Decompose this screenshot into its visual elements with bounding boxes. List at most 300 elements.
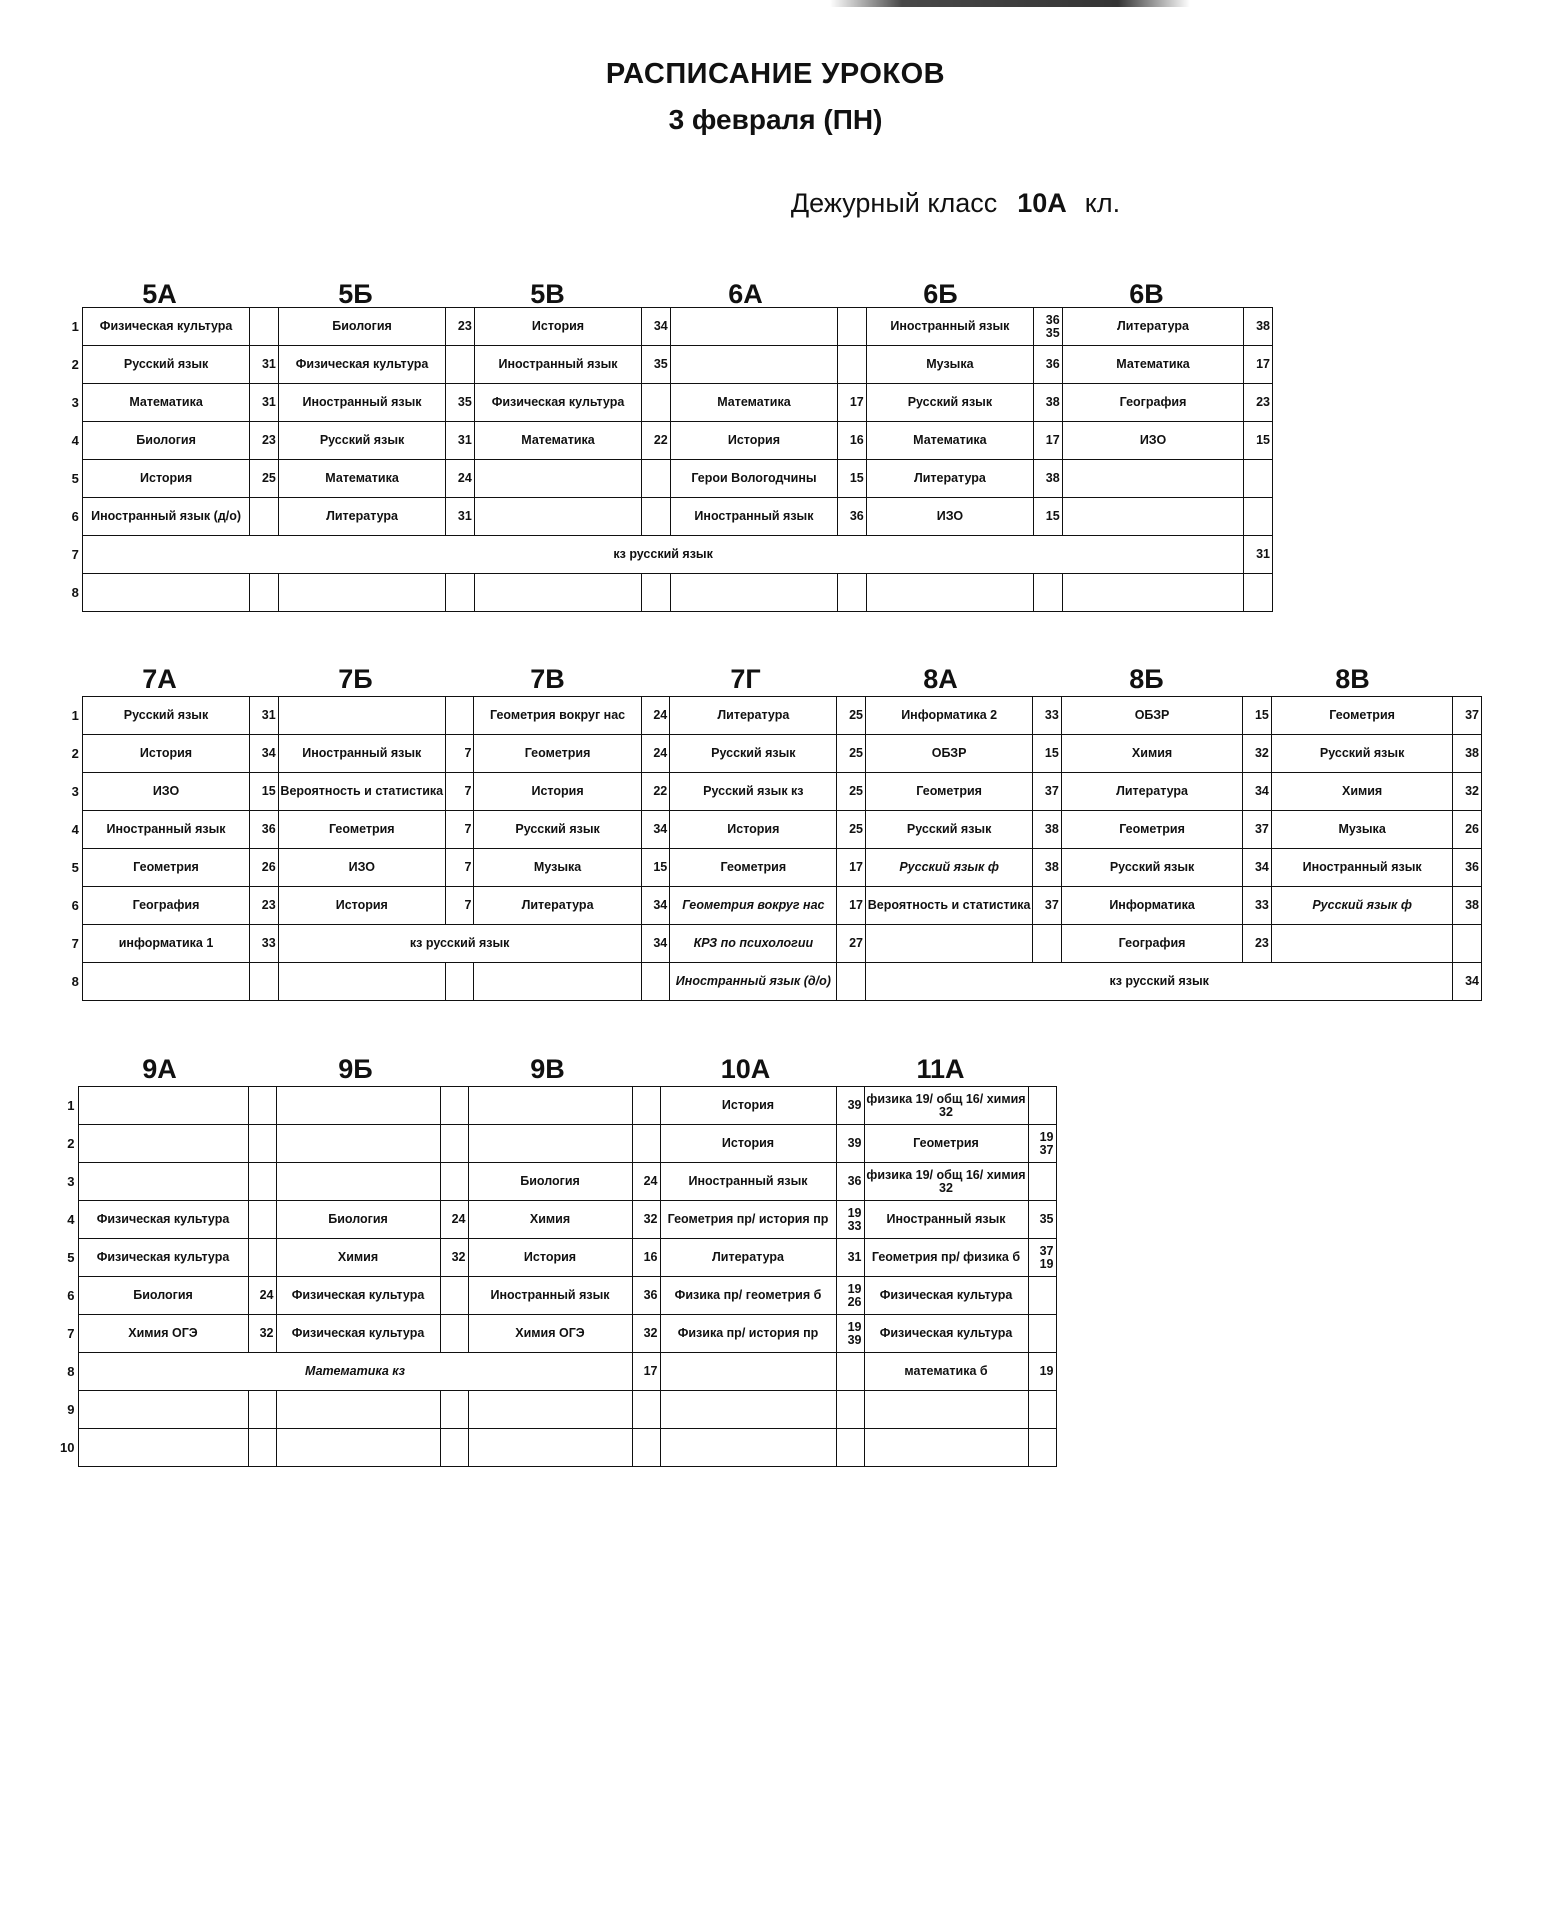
lesson-number: 8 — [71, 974, 79, 989]
span-cell: кз русский язык — [82, 536, 1243, 574]
span-cell: Математика кз — [78, 1353, 632, 1391]
schedule-table-7-8 — [62, 696, 1482, 1001]
room-cell — [642, 498, 671, 536]
lesson-number: 1 — [71, 708, 79, 723]
subject-cell: История — [660, 1087, 836, 1125]
lesson-number: 7 — [71, 936, 79, 951]
schedule-date: 3 февраля (ПН) — [668, 104, 883, 135]
subject-cell: Химия — [1271, 773, 1453, 811]
room-cell: 36 — [836, 1163, 864, 1201]
lesson-number: 1 — [71, 319, 79, 334]
room-cell — [642, 574, 671, 612]
room-cell — [642, 460, 671, 498]
room-cell: 15 — [641, 849, 670, 887]
subject-cell — [866, 925, 1033, 963]
lesson-row — [62, 384, 1273, 422]
lesson-row — [62, 498, 1273, 536]
subject-cell: Геометрия — [864, 1125, 1028, 1163]
room-cell: 35 — [642, 346, 671, 384]
subject-cell: Химия — [1061, 735, 1243, 773]
subject-cell: Биология — [82, 422, 249, 460]
room-cell — [1453, 925, 1482, 963]
lesson-row — [56, 1277, 1056, 1315]
subject-cell: Музыка — [1271, 811, 1453, 849]
room-cell — [1244, 574, 1273, 612]
subject-cell — [276, 1429, 440, 1467]
room-cell: 24 — [446, 460, 475, 498]
duty-class: 10А — [1017, 188, 1067, 218]
subject-cell: Физическая культура — [276, 1277, 440, 1315]
room-cell — [632, 1125, 660, 1163]
subject-cell: Биология — [468, 1163, 632, 1201]
subject-cell: Физическая культура — [276, 1315, 440, 1353]
subject-cell: Музыка — [866, 346, 1033, 384]
lesson-row — [62, 887, 1482, 925]
subject-cell: Иностранный язык — [1271, 849, 1453, 887]
subject-cell: физика 19/ общ 16/ химия 32 — [864, 1163, 1028, 1201]
subject-cell — [468, 1087, 632, 1125]
subject-cell: Иностранный язык (д/о) — [82, 498, 249, 536]
subject-cell — [474, 498, 641, 536]
room-cell: 22 — [642, 422, 671, 460]
subject-cell: Русский язык — [82, 697, 249, 735]
class-header-11a: 11А — [916, 1054, 965, 1084]
subject-cell — [660, 1353, 836, 1391]
subject-cell: Иностранный язык — [866, 308, 1033, 346]
subject-cell — [1062, 498, 1244, 536]
subject-cell — [474, 460, 641, 498]
lesson-number: 6 — [71, 898, 79, 913]
lesson-row — [56, 1163, 1056, 1201]
subject-cell: Математика — [1062, 346, 1244, 384]
subject-cell: Геометрия — [670, 849, 837, 887]
subject-cell: Русский язык — [866, 811, 1033, 849]
room-cell — [440, 1163, 468, 1201]
lesson-row — [56, 1125, 1056, 1163]
lesson-row — [62, 849, 1482, 887]
subject-cell: Геометрия — [474, 735, 641, 773]
subject-cell: География — [82, 887, 249, 925]
subject-cell: История — [474, 773, 641, 811]
lesson-number: 10 — [60, 1440, 75, 1455]
lesson-row — [56, 1353, 1056, 1391]
subject-cell — [864, 1391, 1028, 1429]
room-cell: 23 — [250, 422, 279, 460]
subject-cell: Иностранный язык — [82, 811, 249, 849]
room-cell: 32 — [632, 1201, 660, 1239]
class-header-5v: 5В — [530, 279, 565, 309]
room-cell: 19 37 — [1028, 1125, 1056, 1163]
lesson-number: 3 — [67, 1174, 75, 1189]
subject-cell — [468, 1125, 632, 1163]
scan-edge-shadow — [830, 0, 1190, 7]
room-cell — [250, 498, 279, 536]
subject-cell: Информатика 2 — [866, 697, 1033, 735]
subject-cell — [276, 1163, 440, 1201]
room-cell — [248, 1201, 276, 1239]
room-cell — [446, 574, 475, 612]
subject-cell — [474, 963, 641, 1001]
room-cell: 32 — [1243, 735, 1272, 773]
subject-cell — [468, 1391, 632, 1429]
subject-cell: Иностранный язык — [474, 346, 641, 384]
subject-cell: История — [474, 308, 641, 346]
subject-cell: Геометрия — [1061, 811, 1243, 849]
room-cell: 37 — [1453, 697, 1482, 735]
subject-cell: Геометрия пр/ история пр — [660, 1201, 836, 1239]
room-cell: 38 — [1033, 849, 1062, 887]
room-cell — [1028, 1429, 1056, 1467]
subject-cell — [78, 1429, 248, 1467]
room-cell: 34 — [250, 735, 279, 773]
room-cell — [641, 963, 670, 1001]
subject-cell: Иностранный язык — [468, 1277, 632, 1315]
duty-suffix: кл. — [1084, 188, 1121, 218]
subject-cell: Русский язык ф — [866, 849, 1033, 887]
subject-cell: Биология — [78, 1277, 248, 1315]
room-cell: 38 — [1033, 811, 1062, 849]
subject-cell: История — [660, 1125, 836, 1163]
lesson-number: 4 — [71, 822, 79, 837]
duty-class-line — [180, 188, 1551, 219]
class-header-6b: 6Б — [923, 279, 958, 309]
subject-cell — [660, 1391, 836, 1429]
subject-cell: Геометрия вокруг нас — [474, 697, 641, 735]
room-cell: 25 — [837, 773, 866, 811]
subject-cell: Литература — [474, 887, 641, 925]
room-cell: 35 — [1028, 1201, 1056, 1239]
subject-cell — [670, 346, 837, 384]
lesson-number: 2 — [71, 357, 79, 372]
room-cell: 26 — [250, 849, 279, 887]
lesson-row — [56, 1201, 1056, 1239]
room-cell: 25 — [837, 811, 866, 849]
room-cell — [440, 1087, 468, 1125]
subject-cell: Вероятность и статистика — [866, 887, 1033, 925]
class-header-5a: 5А — [142, 279, 177, 309]
subject-cell: Литература — [660, 1239, 836, 1277]
room-cell: 31 — [250, 346, 279, 384]
subject-cell: информатика 1 — [82, 925, 249, 963]
lesson-row — [62, 697, 1482, 735]
room-cell: 17 — [838, 384, 867, 422]
page-title: РАСПИСАНИЕ УРОКОВ — [605, 58, 946, 90]
room-cell — [248, 1125, 276, 1163]
subject-cell: История — [82, 460, 249, 498]
lesson-number: 2 — [71, 746, 79, 761]
schedule-table-5-6 — [62, 307, 1273, 612]
subject-cell: История — [278, 887, 445, 925]
subject-cell: Физическая культура — [82, 308, 249, 346]
room-cell: 17 — [1034, 422, 1063, 460]
room-cell: 38 — [1244, 308, 1273, 346]
lesson-number: 7 — [67, 1326, 75, 1341]
room-cell: 34 — [1243, 773, 1272, 811]
subject-cell — [1062, 574, 1244, 612]
room-cell — [440, 1277, 468, 1315]
room-cell: 7 — [445, 735, 474, 773]
subject-cell: Иностранный язык — [278, 735, 445, 773]
subject-cell: Биология — [278, 308, 445, 346]
subject-cell: Геометрия — [866, 773, 1033, 811]
room-cell: 34 — [641, 925, 670, 963]
room-cell: 27 — [837, 925, 866, 963]
room-cell: 24 — [440, 1201, 468, 1239]
room-cell — [1028, 1315, 1056, 1353]
subject-cell — [1271, 925, 1453, 963]
subject-cell: География — [1061, 925, 1243, 963]
lesson-row — [62, 811, 1482, 849]
lesson-row — [62, 422, 1273, 460]
subject-cell: Русский язык ф — [1271, 887, 1453, 925]
subject-cell: ИЗО — [278, 849, 445, 887]
subject-cell: ИЗО — [1062, 422, 1244, 460]
subject-cell: Вероятность и статистика — [278, 773, 445, 811]
subject-cell — [276, 1125, 440, 1163]
lesson-number: 6 — [67, 1288, 75, 1303]
room-cell: 24 — [641, 735, 670, 773]
room-cell: 36 35 — [1034, 308, 1063, 346]
class-header-6a: 6А — [728, 279, 763, 309]
subject-cell — [82, 574, 249, 612]
room-cell: 38 — [1453, 735, 1482, 773]
room-cell: 15 — [1034, 498, 1063, 536]
room-cell — [1028, 1163, 1056, 1201]
subject-cell — [276, 1087, 440, 1125]
room-cell — [1028, 1277, 1056, 1315]
subject-cell: Литература — [278, 498, 445, 536]
room-cell: 31 — [250, 697, 279, 735]
room-cell — [837, 963, 866, 1001]
subject-cell: Химия ОГЭ — [78, 1315, 248, 1353]
room-cell: 25 — [837, 735, 866, 773]
subject-cell: ИЗО — [866, 498, 1033, 536]
subject-cell: Литература — [670, 697, 837, 735]
subject-cell: Физическая культура — [864, 1277, 1028, 1315]
subject-cell: История — [670, 422, 837, 460]
lesson-number: 5 — [71, 471, 79, 486]
room-cell: 17 — [632, 1353, 660, 1391]
subject-cell: ОБЗР — [866, 735, 1033, 773]
room-cell — [836, 1353, 864, 1391]
room-cell: 34 — [641, 811, 670, 849]
room-cell: 36 — [1034, 346, 1063, 384]
room-cell — [250, 574, 279, 612]
room-cell — [1244, 498, 1273, 536]
room-cell — [1244, 460, 1273, 498]
room-cell — [1034, 574, 1063, 612]
room-cell: 24 — [248, 1277, 276, 1315]
subject-cell: История — [468, 1239, 632, 1277]
room-cell — [248, 1163, 276, 1201]
subject-cell: Химия ОГЭ — [468, 1315, 632, 1353]
room-cell: 33 — [250, 925, 279, 963]
lesson-number: 9 — [67, 1402, 75, 1417]
subject-cell — [660, 1429, 836, 1467]
subject-cell: Литература — [1061, 773, 1243, 811]
subject-cell — [278, 963, 445, 1001]
subject-cell: Физика пр/ геометрия б — [660, 1277, 836, 1315]
room-cell — [836, 1429, 864, 1467]
room-cell: 15 — [1244, 422, 1273, 460]
room-cell: 39 — [836, 1125, 864, 1163]
lesson-row — [56, 1429, 1056, 1467]
subject-cell: Герои Вологодчины — [670, 460, 837, 498]
room-cell: 16 — [838, 422, 867, 460]
room-cell: 17 — [837, 849, 866, 887]
subject-cell: Физическая культура — [278, 346, 445, 384]
subject-cell: Геометрия — [1271, 697, 1453, 735]
lesson-row — [62, 308, 1273, 346]
room-cell: 17 — [1244, 346, 1273, 384]
subject-cell: Физическая культура — [78, 1239, 248, 1277]
room-cell: 36 — [632, 1277, 660, 1315]
lesson-row — [62, 460, 1273, 498]
room-cell: 33 — [1033, 697, 1062, 735]
room-cell: 36 — [1453, 849, 1482, 887]
lesson-row — [56, 1315, 1056, 1353]
subject-cell: Информатика — [1061, 887, 1243, 925]
room-cell — [248, 1429, 276, 1467]
subject-cell: Физическая культура — [474, 384, 641, 422]
room-cell: 7 — [445, 811, 474, 849]
room-cell: 38 — [1453, 887, 1482, 925]
lesson-number: 4 — [67, 1212, 75, 1227]
room-cell — [446, 346, 475, 384]
class-header-8v: 8В — [1335, 664, 1370, 694]
subject-cell: Физическая культура — [78, 1201, 248, 1239]
subject-cell: Русский язык — [670, 735, 837, 773]
subject-cell: Иностранный язык — [864, 1201, 1028, 1239]
subject-cell: Музыка — [474, 849, 641, 887]
subject-cell: Русский язык кз — [670, 773, 837, 811]
room-cell: 16 — [632, 1239, 660, 1277]
room-cell — [1028, 1087, 1056, 1125]
subject-cell: КРЗ по психологии — [670, 925, 837, 963]
room-cell: 7 — [445, 773, 474, 811]
class-header-8a: 8А — [923, 664, 958, 694]
subject-cell — [278, 574, 445, 612]
span-cell: кз русский язык — [278, 925, 641, 963]
room-cell: 32 — [248, 1315, 276, 1353]
room-cell: 31 — [836, 1239, 864, 1277]
lesson-row — [56, 1239, 1056, 1277]
class-header-10a: 10А — [720, 1054, 771, 1084]
subject-cell — [82, 963, 249, 1001]
room-cell: 32 — [440, 1239, 468, 1277]
room-cell: 19 33 — [836, 1201, 864, 1239]
room-cell — [440, 1125, 468, 1163]
room-cell: 24 — [641, 697, 670, 735]
room-cell — [248, 1239, 276, 1277]
subject-cell: Геометрия — [82, 849, 249, 887]
room-cell: 32 — [1453, 773, 1482, 811]
subject-cell: Геометрия вокруг нас — [670, 887, 837, 925]
subject-cell — [276, 1391, 440, 1429]
room-cell: 15 — [250, 773, 279, 811]
room-cell — [445, 963, 474, 1001]
lesson-row — [56, 1391, 1056, 1429]
class-header-5b: 5Б — [338, 279, 373, 309]
room-cell: 37 — [1033, 887, 1062, 925]
subject-cell — [474, 574, 641, 612]
room-cell: 22 — [641, 773, 670, 811]
room-cell — [440, 1315, 468, 1353]
room-cell: 38 — [1034, 460, 1063, 498]
class-header-7b: 7Б — [338, 664, 373, 694]
subject-cell: математика б — [864, 1353, 1028, 1391]
subject-cell — [670, 574, 837, 612]
subject-cell: Иностранный язык — [670, 498, 837, 536]
room-cell: 32 — [632, 1315, 660, 1353]
room-cell: 34 — [1453, 963, 1482, 1001]
room-cell: 34 — [642, 308, 671, 346]
span-cell: кз русский язык — [866, 963, 1453, 1001]
room-cell: 17 — [837, 887, 866, 925]
room-cell: 31 — [250, 384, 279, 422]
lesson-number: 1 — [67, 1098, 75, 1113]
subject-cell: Химия — [276, 1239, 440, 1277]
subject-cell: Русский язык — [474, 811, 641, 849]
subject-cell: Иностранный язык — [660, 1163, 836, 1201]
subject-cell: Геометрия — [278, 811, 445, 849]
duty-label: Дежурный класс — [790, 188, 998, 218]
subject-cell: Математика — [82, 384, 249, 422]
subject-cell: Математика — [474, 422, 641, 460]
room-cell — [1033, 925, 1062, 963]
subject-cell: История — [670, 811, 837, 849]
subject-cell: Русский язык — [866, 384, 1033, 422]
room-cell — [838, 574, 867, 612]
lesson-number: 8 — [71, 585, 79, 600]
subject-cell: Русский язык — [82, 346, 249, 384]
room-cell — [632, 1429, 660, 1467]
room-cell: 23 — [250, 887, 279, 925]
subject-cell: ИЗО — [82, 773, 249, 811]
subject-cell: Химия — [468, 1201, 632, 1239]
subject-cell: Математика — [278, 460, 445, 498]
room-cell: 26 — [1453, 811, 1482, 849]
lesson-row — [62, 925, 1482, 963]
schedule-table-9-11 — [56, 1086, 1057, 1467]
room-cell: 19 — [1028, 1353, 1056, 1391]
subject-cell: Литература — [866, 460, 1033, 498]
room-cell: 23 — [1244, 384, 1273, 422]
lesson-number: 7 — [71, 547, 79, 562]
room-cell — [836, 1391, 864, 1429]
subject-cell: ОБЗР — [1061, 697, 1243, 735]
lesson-number: 2 — [67, 1136, 75, 1151]
lesson-row — [62, 963, 1482, 1001]
lesson-row — [62, 346, 1273, 384]
lesson-number: 6 — [71, 509, 79, 524]
subject-cell — [278, 697, 445, 735]
subject-cell: История — [82, 735, 249, 773]
room-cell: 37 — [1033, 773, 1062, 811]
room-cell: 39 — [836, 1087, 864, 1125]
class-header-9a: 9А — [142, 1054, 177, 1084]
class-header-9b: 9Б — [338, 1054, 373, 1084]
lesson-number: 5 — [67, 1250, 75, 1265]
subject-cell — [468, 1429, 632, 1467]
room-cell — [1028, 1391, 1056, 1429]
lesson-row — [62, 536, 1273, 574]
room-cell: 15 — [1033, 735, 1062, 773]
lesson-number: 5 — [71, 860, 79, 875]
subject-cell: География — [1062, 384, 1244, 422]
subject-cell: Биология — [276, 1201, 440, 1239]
room-cell: 37 19 — [1028, 1239, 1056, 1277]
